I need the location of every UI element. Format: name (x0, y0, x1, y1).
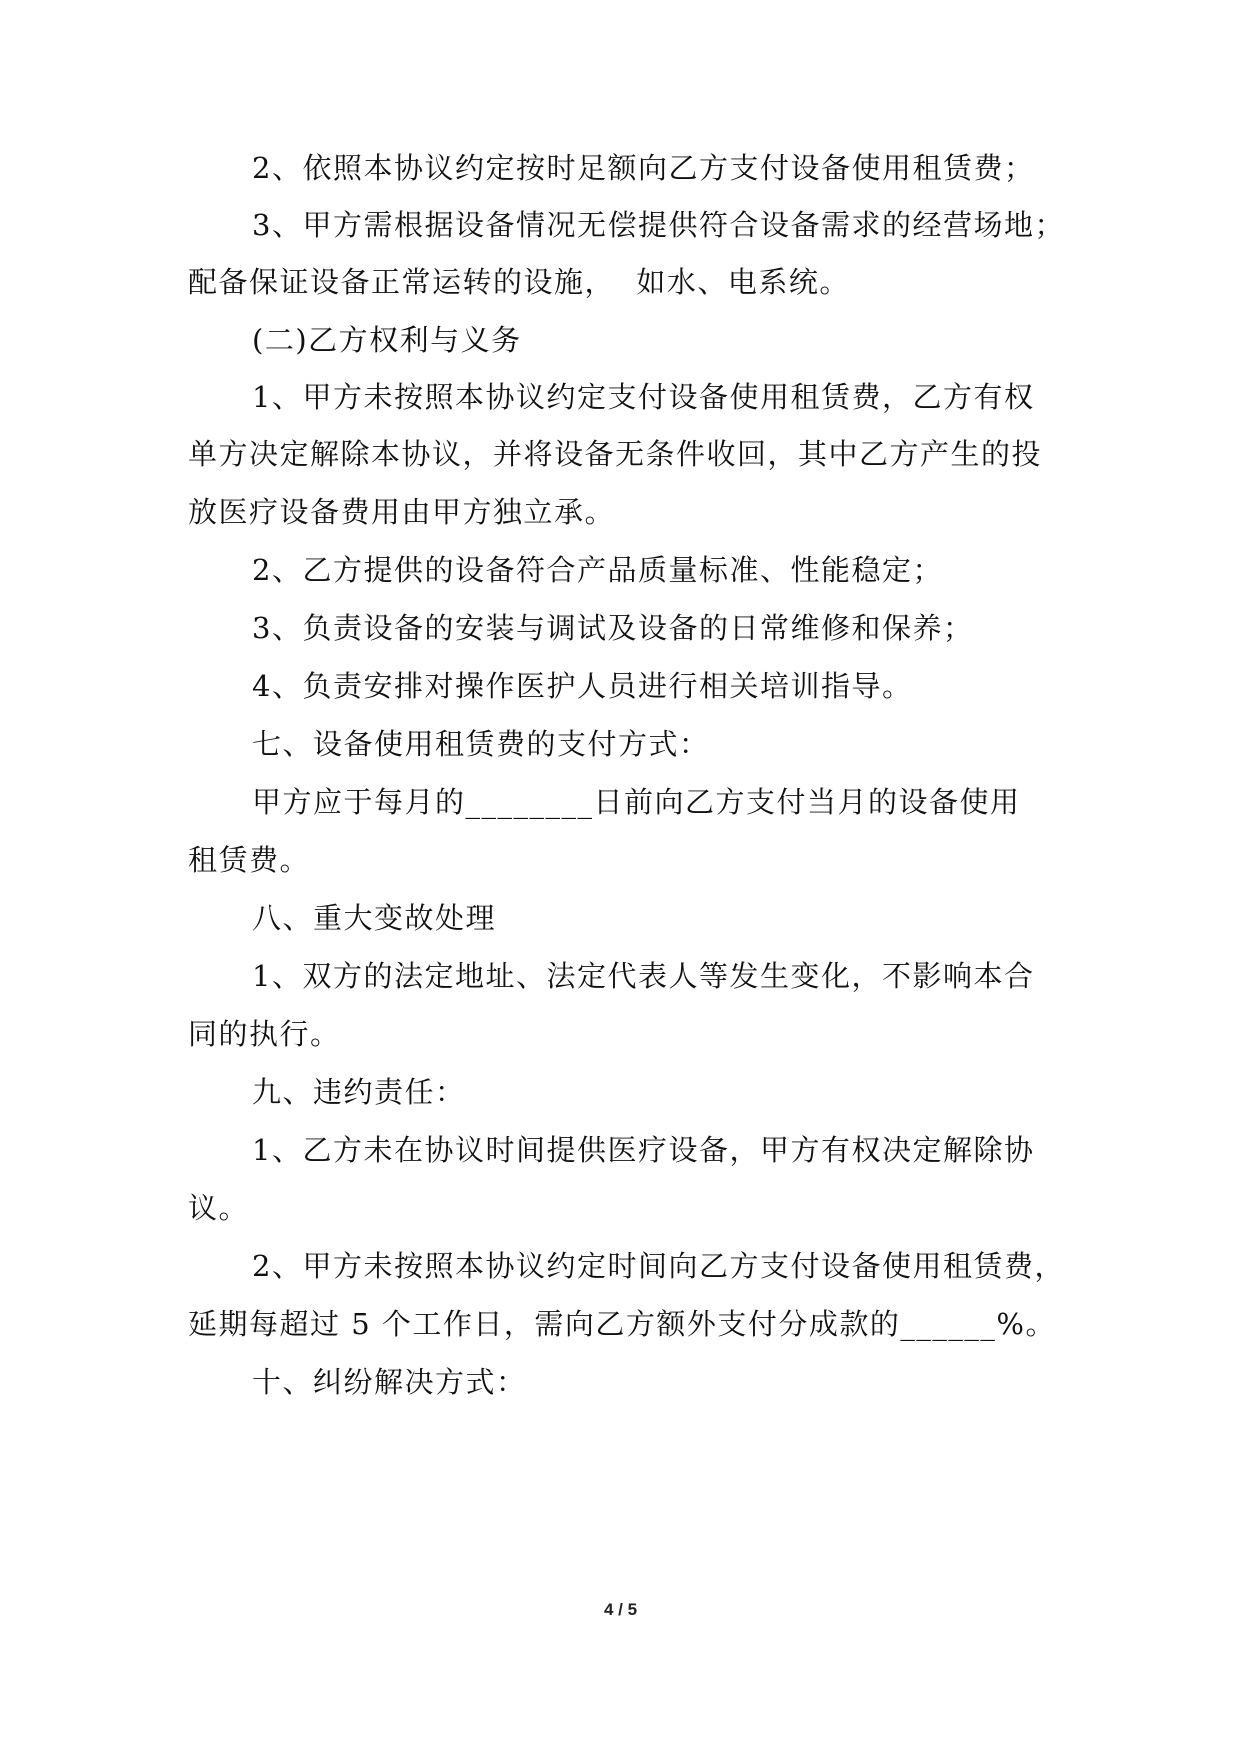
text-line: 4、负责安排对操作医护人员进行相关培训指导。 (252, 669, 913, 703)
text-line: 1、双方的法定地址、法定代表人等发生变化，不影响本合 (252, 959, 1035, 993)
section-heading: (二)乙方权利与义务 (252, 323, 522, 357)
text-line: 2、乙方提供的设备符合产品质量标准、性能稳定； (252, 553, 943, 587)
section-heading: 十、纠纷解决方式： (252, 1365, 527, 1399)
text-line: 配备保证设备正常运转的设施， 如水、电系统。 (188, 265, 850, 299)
text-line: 单方决定解除本协议，并将设备无条件收回，其中乙方产生的投 (188, 437, 1043, 471)
text-line: 甲方应于每月的________日前向乙方支付当月的设备使用 (252, 785, 1021, 819)
text-line: 1、甲方未按照本协议约定支付设备使用租赁费，乙方有权 (252, 380, 1035, 414)
text-line: 延期每超过 5 个工作日，需向乙方额外支付分成款的______%。 (188, 1307, 1056, 1341)
text-line: 同的执行。 (188, 1017, 341, 1051)
text-line: 1、乙方未在协议时间提供医疗设备，甲方有权决定解除协 (252, 1133, 1035, 1167)
section-heading: 九、违约责任： (252, 1075, 466, 1109)
text-line: 3、负责设备的安装与调试及设备的日常维修和保养； (252, 611, 974, 645)
section-heading: 七、设备使用租赁费的支付方式： (252, 727, 710, 761)
text-line: 2、甲方未按照本协议约定时间向乙方支付设备使用租赁费， (252, 1249, 1065, 1283)
text-line: 3、甲方需根据设备情况无偿提供符合设备需求的经营场地； (252, 208, 1065, 242)
text-line: 租赁费。 (188, 843, 311, 877)
page-number: 4 / 5 (603, 1600, 638, 1619)
section-heading: 八、重大变故处理 (252, 901, 497, 935)
text-line: 2、依照本协议约定按时足额向乙方支付设备使用租赁费； (252, 151, 1035, 185)
text-line: 议。 (188, 1191, 250, 1225)
text-line: 放医疗设备费用由甲方独立承。 (188, 495, 616, 529)
